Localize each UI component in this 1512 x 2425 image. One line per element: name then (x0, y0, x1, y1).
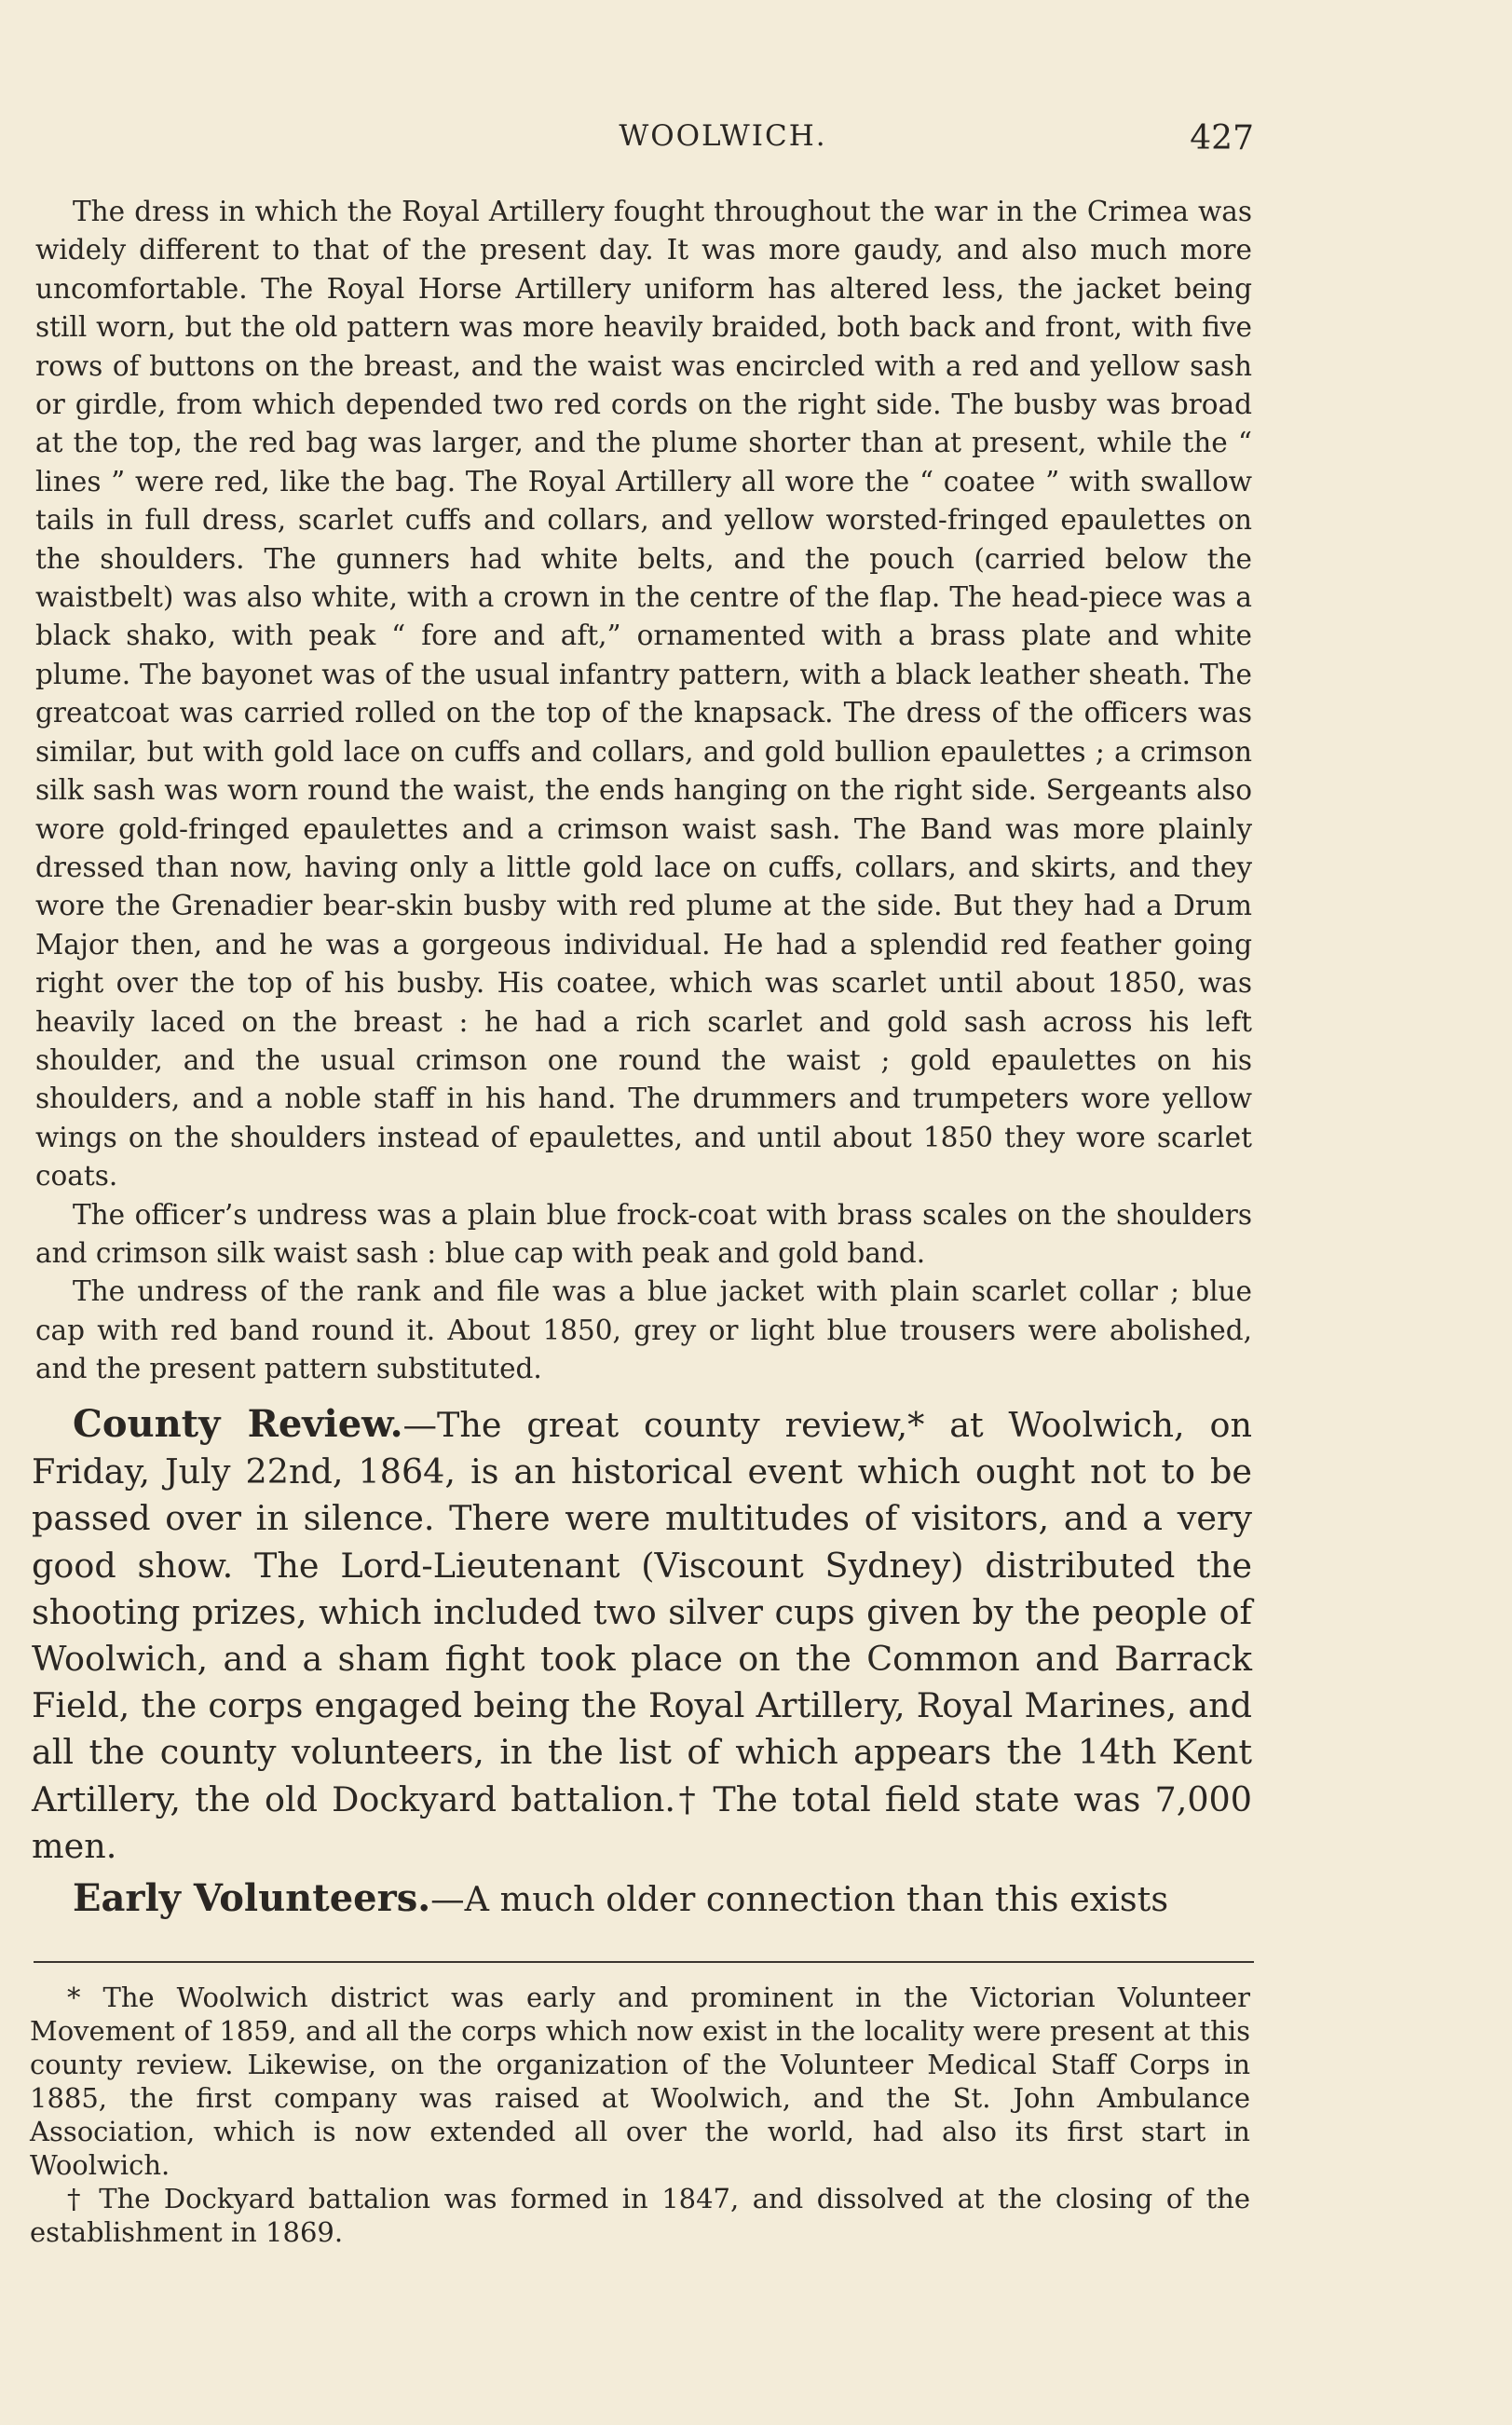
section-text: —The great county review,* at Woolwich, on Friday, July 22nd, 1864, is an historical event which ought not to be passed over in silence. There were multitudes of visitors, and a very good show. The Lord-Lieutenant (Viscount Sydney) distributed the shooting prizes, which included two silver cups given by the people of Woolwich, and a sham fight took place on the Common and Barrack Field, the corps engaged being the Royal Artillery, Royal Marines, and all the county volunteers, in the list of which appears the 14th Kent Artillery, the old Dockyard battalion.† The total field state was 7,000 men. (32, 1405, 1252, 1866)
section-heading: County Review. (73, 1402, 403, 1446)
paragraph-officer-undress: The officer’s undress was a plain blue frock-coat with brass scales on the shoulders and crimson silk waist sash : blue cap with peak and gold band. (35, 1198, 1252, 1269)
page-number: 427 (1190, 119, 1254, 157)
section-county-review (32, 1401, 1252, 1870)
running-title: WOOLWICH. (619, 119, 827, 153)
uniform-description (35, 193, 1252, 1389)
main-text (32, 1401, 1252, 1928)
footnotes (30, 1981, 1250, 2249)
footnote-divider (34, 1961, 1254, 1963)
section-heading: Early Volunteers. (73, 1876, 431, 1921)
page-header (34, 119, 1254, 160)
paragraph-dress-crimea: The dress in which the Royal Artillery fought throughout the war in the Crimea was widely different to that of the present day. It was more gaudy, and also much more uncomfortable. The Royal Horse Artillery uniform has altered less, the jacket being still worn, but the old pattern was more heavily braided, both back and front, with five rows of buttons on the breast, and the waist was encircled with a red and yellow sash or girdle, from which depended two red cords on the right side. The busby was broad at the top, the red bag was larger, and the plume shorter than at present, while the “ lines ” were red, like the bag. The Royal Artillery all wore the “ coatee ” with swallow tails in full dress, scarlet cuffs and collars, and yellow worsted-fringed epaulettes on the shoulders. The gunners had white belts, and the pouch (carried below the waistbelt) was also white, with a crown in the centre of the flap. The head-piece was a black shako, with peak “ fore and aft,” ornamented with a brass plate and white plume. The bayonet was of the usual infantry pattern, with a black leather sheath. The greatcoat was carried rolled on the top of the knapsack. The dress of the officers was similar, but with gold lace on cuffs and collars, and gold bullion epaulettes ; a crimson silk sash was worn round the waist, the ends hanging on the right side. Sergeants also wore gold-fringed epaulettes and a crimson waist sash. The Band was more plainly dressed than now, having only a little gold lace on cuffs, collars, and skirts, and they wore the Grenadier bear-skin busby with red plume at the side. But they had a Drum Major then, and he was a gorgeous individual. He had a splendid red feather going right over the top of his busby. His coatee, which was scarlet until about 1850, was heavily laced on the breast : he had a rich scarlet and gold sash across his left shoulder, and the usual crimson one round the waist ; gold epaulettes on his shoulders, and a noble staff in his hand. The drummers and trumpeters wore yellow wings on the shoulders instead of epaulettes, and until about 1850 they wore scarlet coats. (35, 196, 1252, 1192)
footnote: † The Dockyard battalion was formed in 1847, and dissolved at the closing of the establishment in 1869. (30, 2183, 1250, 2248)
section-early-volunteers (32, 1875, 1252, 1923)
footnote: * The Woolwich district was early and prominent in the Victorian Volunteer Movement of 1859, and all the corps which now exist in the locality were present at this county review. Likewise, on the organization of the Volunteer Medical Staff Corps in 1885, the first company was raised at Woolwich, and the St. John Ambulance Association, which is now extended all over the world, had also its first start in Woolwich. (30, 1982, 1250, 2181)
section-text: —A much older connection than this exists (430, 1879, 1169, 1920)
paragraph-rank-file-undress: The undress of the rank and file was a blue jacket with plain scarlet collar ; blue cap with red band round it. About 1850, grey or light blue trousers were abolished, and the present pattern substituted. (35, 1275, 1252, 1385)
